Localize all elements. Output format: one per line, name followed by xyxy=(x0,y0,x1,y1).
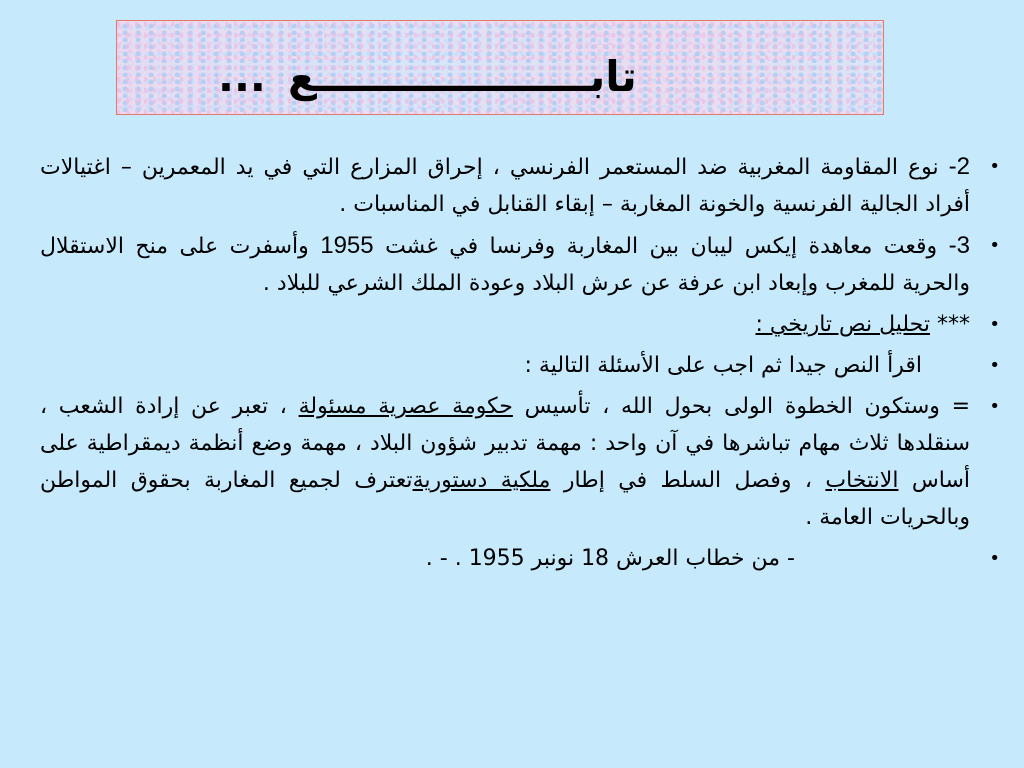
quote-text: وستكون الخطوة الولى بحول الله ، تأسيس xyxy=(524,394,940,419)
underlined-term: ملكية دستورية xyxy=(412,468,551,493)
bullet-icon: • xyxy=(989,156,1000,177)
list-item xyxy=(40,540,1000,577)
quote-text: تعترف لجميع المغاربة بحقوق المواطن وبالحريات العامة . xyxy=(40,468,970,530)
item-number: 2- xyxy=(948,153,970,180)
quote-text: ، تعبر عن إرادة الشعب ، سنقلدها ثلاث مهام تباشرها في آن واحد : مهمة تدبير شؤون البلاد ، مهمة وضع أنظمة ديمقراطية على أساس xyxy=(40,394,970,493)
quote-source: - من خطاب العرش 18 نونبر 1955 . - . xyxy=(425,546,795,571)
list-item xyxy=(40,227,1000,302)
item-year: 1955 xyxy=(320,232,374,259)
list-item xyxy=(40,347,1000,384)
slide-body xyxy=(40,148,1000,581)
item-prefix: *** xyxy=(937,312,970,337)
section-heading: تحليل نص تاريخي : xyxy=(755,312,930,337)
underlined-term: الانتخاب xyxy=(825,468,899,493)
bullet-icon: • xyxy=(989,355,1000,376)
list-item xyxy=(40,148,1000,223)
list-item xyxy=(40,306,1000,343)
quote-text: ، وفصل السلط في إطار xyxy=(563,468,812,493)
bullet-icon: • xyxy=(989,314,1000,335)
bullet-icon: • xyxy=(989,396,1000,417)
item-number: 3- xyxy=(948,232,970,259)
item-text: وقعت معاهدة إيكس ليبان بين المغاربة وفرنسا في غشت xyxy=(385,234,938,259)
item-prefix: = xyxy=(951,394,971,419)
item-text-continued: وأسفرت على منح الاستقلال والحرية للمغرب وإبعاد ابن عرفة عن عرش البلاد وعودة الملك الشرعي للبلاد . xyxy=(40,234,970,296)
underlined-term: حكومة عصرية مسئولة xyxy=(298,394,513,419)
item-text: نوع المقاومة المغربية ضد المستعمر الفرنسي ، إحراق المزارع التي في يد المعمرين – اغتيالات أفراد الجالية الفرنسية والخونة المغاربة – إبقاء القنابل في المناسبات . xyxy=(40,155,970,217)
instruction-text: اقرأ النص جيدا ثم اجب على الأسئلة التالية : xyxy=(524,353,922,378)
title-ellipsis: ... xyxy=(218,52,266,101)
bullet-icon: • xyxy=(989,235,1000,256)
list-item xyxy=(40,388,1000,536)
bullet-icon: • xyxy=(989,548,1000,569)
slide-title: تابـــــــــــــــــــع xyxy=(288,52,637,101)
bullet-list xyxy=(40,148,1000,577)
